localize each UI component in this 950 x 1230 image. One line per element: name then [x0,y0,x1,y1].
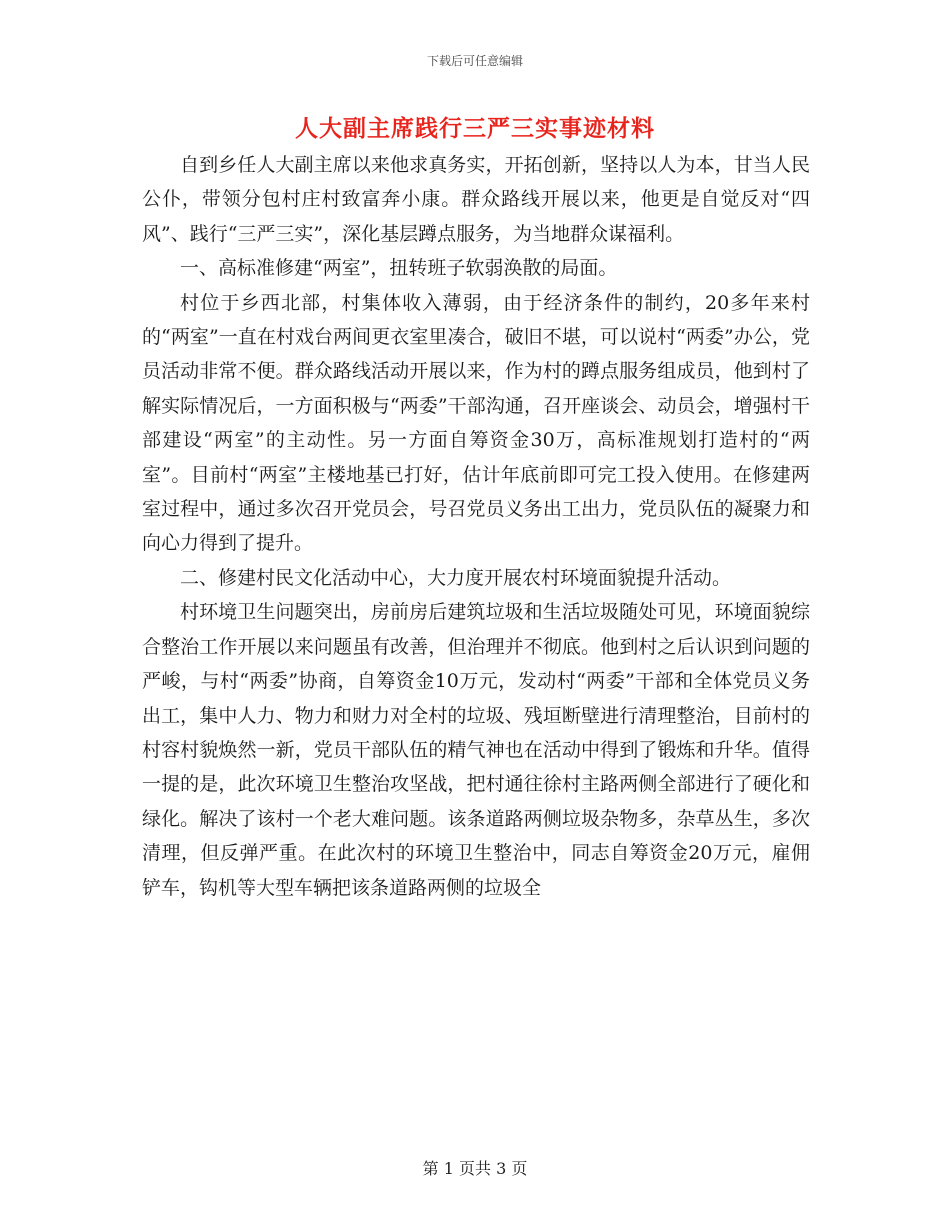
section-heading-1: 一、高标准修建“两室”，扭转班子软弱涣散的局面。 [180,257,618,280]
document-body [142,148,810,905]
document-title: 人大副主席践行三严三实事迹材料 [295,115,655,142]
paragraph-section-2: 村环境卫生问题突出，房前房后建筑垃圾和生活垃圾随处可见，环境面貌综合整治工作开展以来问题虽有改善，但治理并不彻底。他到村之后认识到问题的严峻，与村“两委”协商，自筹资金10万元，发动村“两委”干部和全体党员义务出工，集中人力、物力和财力对全村的垃圾、残垣断壁进行清理整治，目前村的村容村貌焕然一新，党员干部队伍的精气神也在活动中得到了锻炼和升华。值得一提的是，此次环境卫生整治攻坚战，把村通往徐村主路两侧全部进行了硬化和绿化。解决了该村一个老大难问题。该条道路两侧垃圾杂物多，杂草丛生，多次清理，但反弹严重。在此次村的环境卫生整治中，同志自筹资金20万元，雇佣铲车，钩机等大型车辆把该条道路两侧的垃圾全 [142,601,810,899]
section-heading-2: 二、修建村民文化活动中心，大力度开展农村环境面貌提升活动。 [180,566,732,589]
page-number: 第 1 页共 3 页 [422,1159,528,1178]
paragraph-intro: 自到乡任人大副主席以来他求真务实，开拓创新，坚持以人为本，甘当人民公仆，带领分包村庄村致富奔小康。群众路线开展以来，他更是自觉反对“四风”、践行“三严三实”，深化基层蹲点服务，为当地群众谋福利。 [142,154,810,245]
paragraph-section-1: 村位于乡西北部，村集体收入薄弱，由于经济条件的制约，20多年来村的“两室”一直在村戏台两间更衣室里凑合，破旧不堪，可以说村“两委”办公，党员活动非常不便。群众路线活动开展以来，作为村的蹲点服务组成员，他到村了解实际情况后，一方面积极与“两委”干部沟通，召开座谈会、动员会，增强村干部建设“两室”的主动性。另一方面自筹资金30万，高标准规划打造村的“两室”。目前村“两室”主楼地基已打好，估计年底前即可完工投入使用。在修建两室过程中，通过多次召开党员会，号召党员义务出工出力，党员队伍的凝聚力和向心力得到了提升。 [142,291,810,555]
page-header-note: 下载后可任意编辑 [426,54,523,68]
